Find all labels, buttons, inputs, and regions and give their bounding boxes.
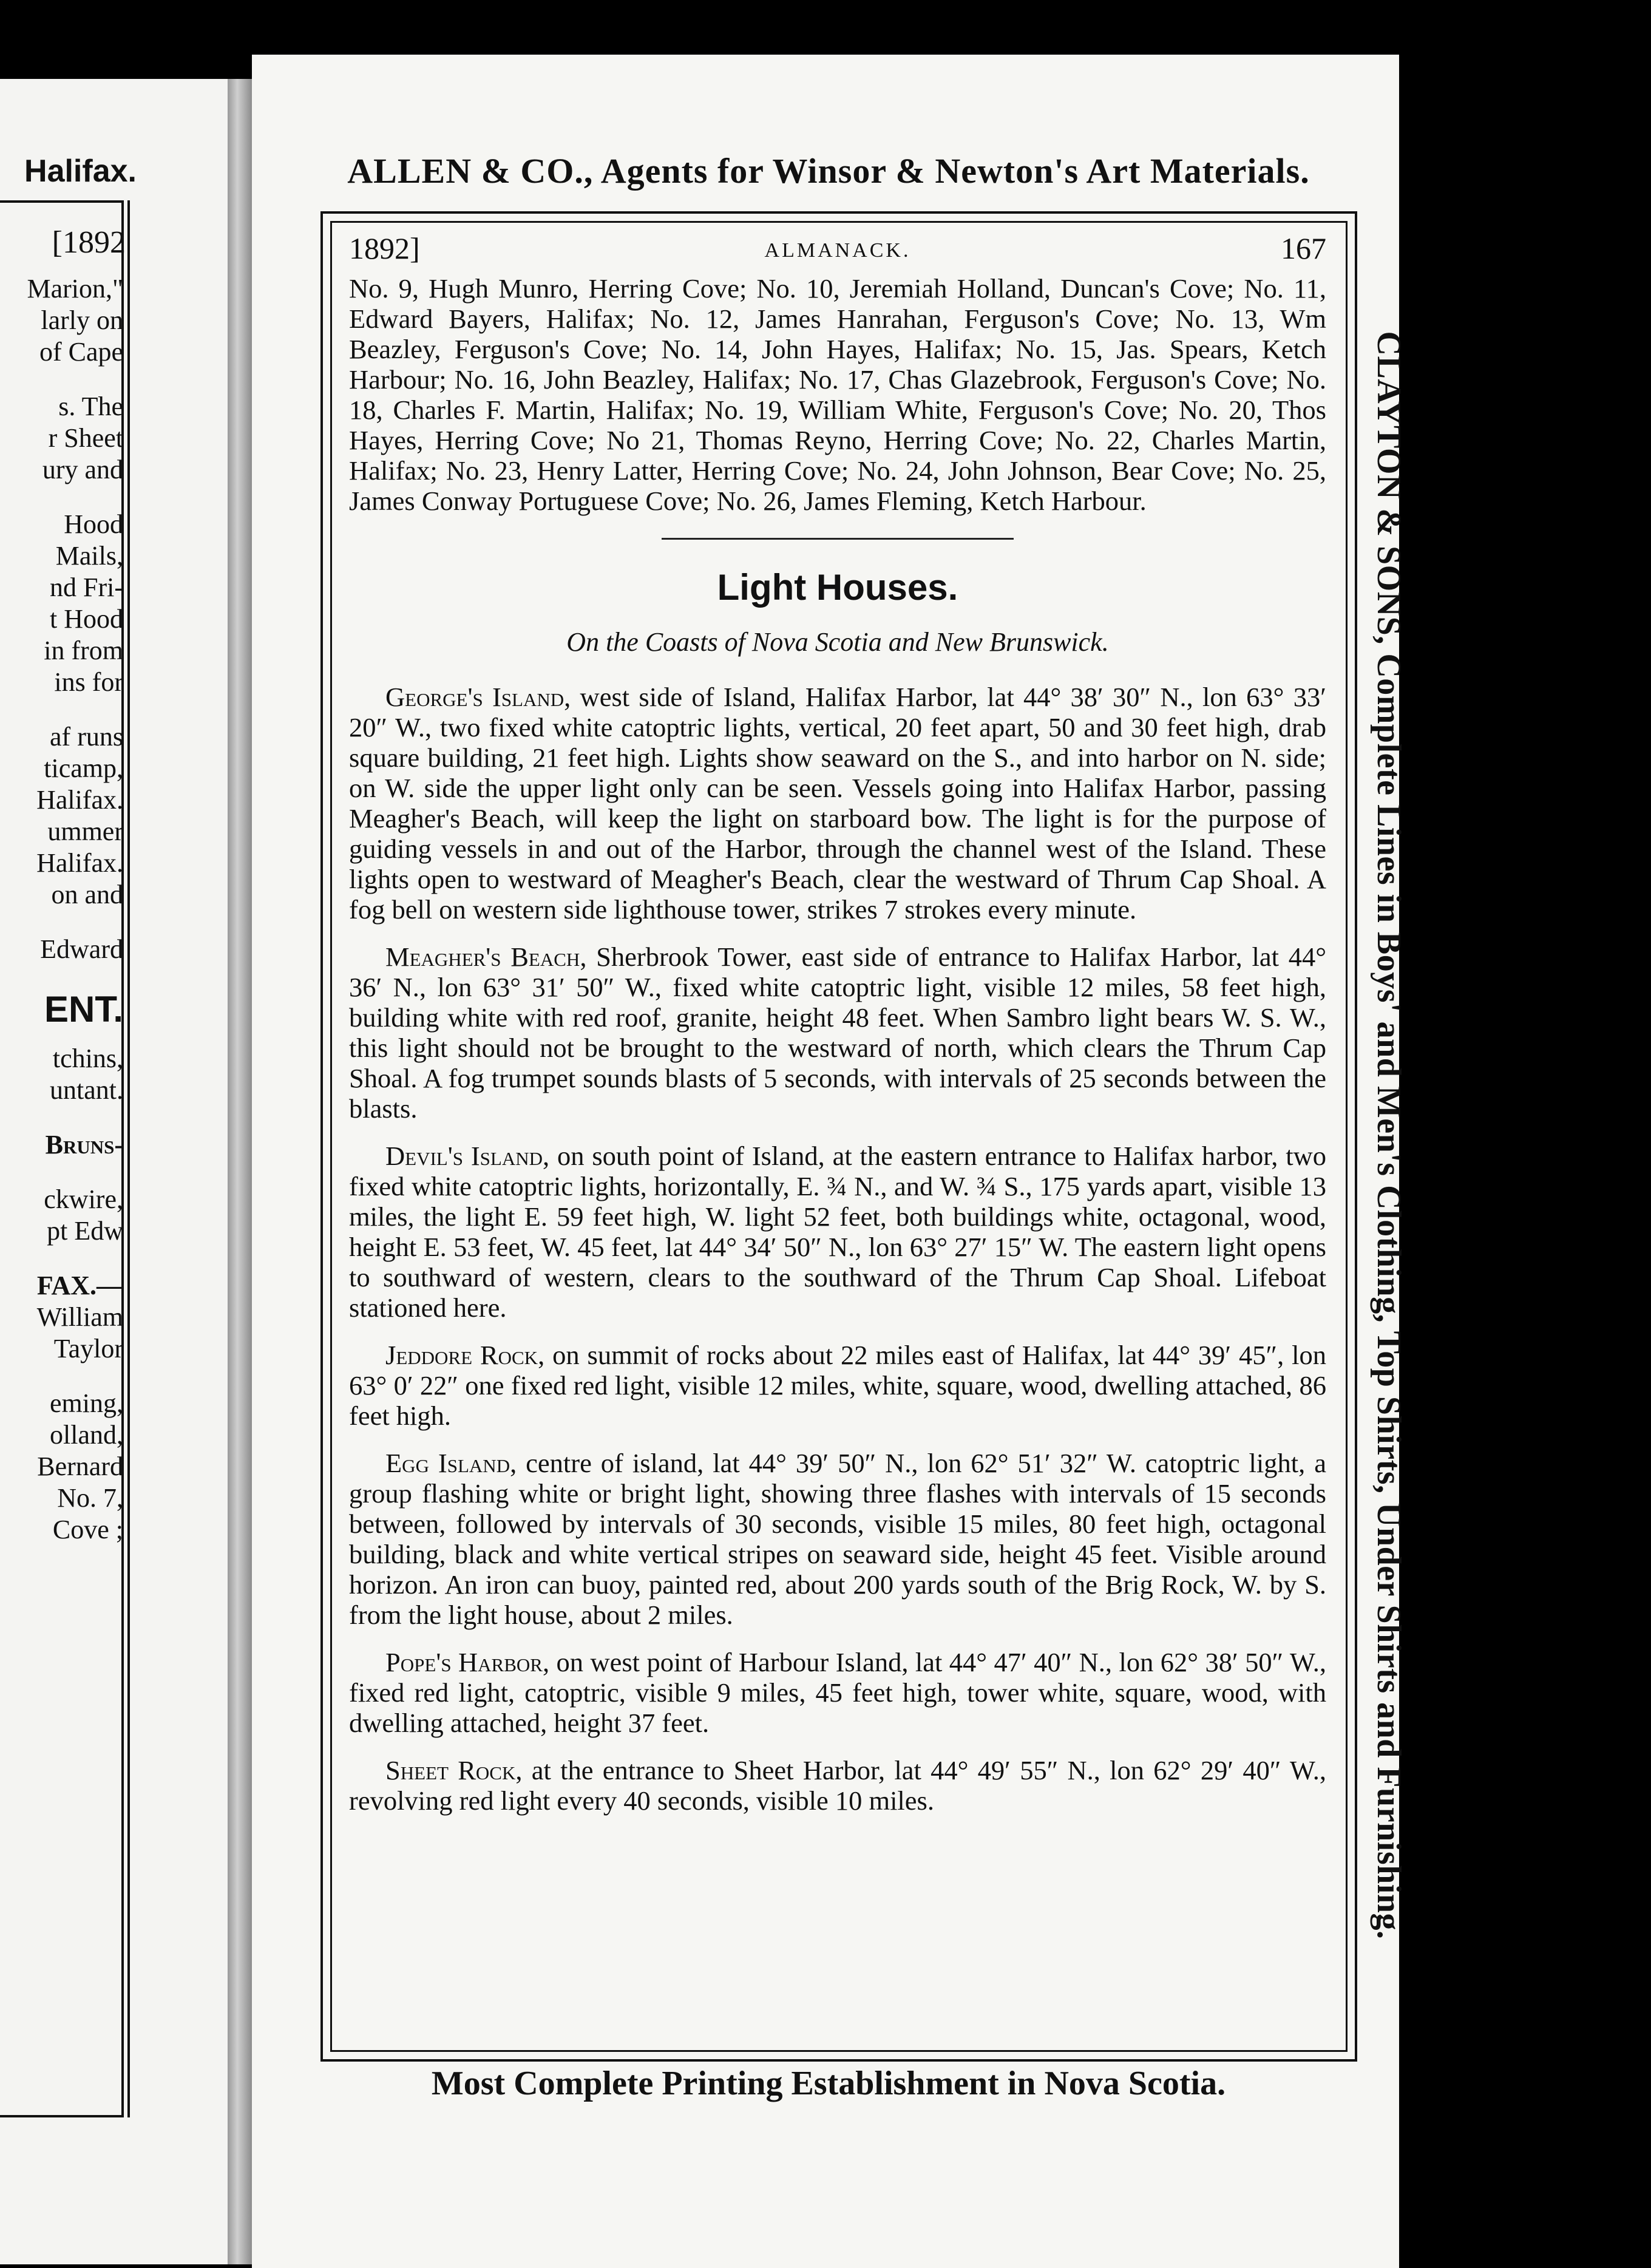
entry-spacer	[349, 1431, 1326, 1448]
running-head	[349, 231, 1326, 273]
lighthouse-description: , on south point of Island, at the eastern entrance to Halifax harbor, two fixed white catoptric lights, horizontally, E. ¾ N., and W. ¾ S., 175 yards apart, visible 13 miles, the light E. 59 feet high, W. light 52 feet, both buildings white, octagonal, wood, height E. 53 feet, W. 45 feet, lat 44° 34′ 50″ N., lon 63° 27′ 15″ W. The eastern light opens to southward of western, clears to the southward of the Thrum Cap Shoal. Lifeboat stationed here.	[349, 1141, 1326, 1323]
left-page-line: Bernard	[37, 1451, 123, 1481]
lighthouse-description: , on west point of Harbour Island, lat 44° 47′ 40″ N., lon 62° 38′ 50″ W., fixed red light, catoptric, visible 9 miles, 45 feet high, tower white, square, wood, with dwelling attached, height 37 feet.	[349, 1647, 1326, 1738]
left-page-line: ummer	[47, 817, 123, 846]
lighthouse-description: , Sherbrook Tower, east side of entrance to Halifax Harbor, lat 44° 36′ N., lon 63° 31′ 50″ W., fixed white catoptric light, visible 12 miles, 58 feet high, building white with red roof, granite, height 48 feet. When Sambro light bears W. S. W., this light should not be brought to the westward of north, which clears the Thrum Cap Shoal. A fog trumpet sounds blasts of 5 seconds, with intervals of 25 seconds between the blasts.	[349, 942, 1326, 1124]
section-title: Light Houses.	[717, 567, 958, 608]
left-page-heading: Halifax.	[24, 154, 137, 189]
page-content	[349, 231, 1326, 1816]
left-page-line: on and	[51, 880, 123, 909]
left-page-line: ins for	[54, 667, 123, 697]
left-page-line: af runs	[50, 722, 123, 752]
lighthouse-entries	[349, 682, 1326, 1816]
lighthouse-name: Pope's Harbor	[385, 1647, 543, 1677]
left-page-line: nd Fri-	[50, 572, 123, 602]
side-advert-banner	[1368, 237, 1410, 2034]
lighthouse-description: , centre of island, lat 44° 39′ 50″ N., lon 62° 51′ 32″ W. catoptric light, a group flashing white or bright light, showing three flashes with intervals of 15 seconds between, followed by intervals of 30 seconds, visible 15 miles, 80 feet high, octagonal building, black and white vertical stripes on seaward side, height 45 feet. Visible around horizon. An iron can buoy, painted red, about 200 yards south of the Brig Rock, W. by S. from the light house, about 2 miles.	[349, 1448, 1326, 1630]
left-page-line: tchins,	[52, 1044, 123, 1073]
left-page-line: Bruns-	[45, 1130, 123, 1159]
left-page-line: s. The	[58, 392, 123, 421]
lighthouse-entry	[349, 1340, 1326, 1431]
left-page-line: olland,	[50, 1420, 123, 1450]
left-page-line: ENT.	[44, 989, 123, 1030]
lighthouse-name: Jeddore Rock	[385, 1340, 538, 1370]
entry-spacer	[349, 1738, 1326, 1755]
left-page-line: William	[36, 1302, 123, 1332]
entry-spacer	[349, 1124, 1326, 1141]
left-page-line: of Cape	[39, 337, 123, 367]
left-page-line: in from	[44, 636, 123, 665]
left-page-year: [1892	[52, 225, 126, 260]
bottom-advert-banner: Most Complete Printing Establishment in Nova Scotia.	[431, 2065, 1226, 2102]
left-page-line: Cove ;	[52, 1515, 123, 1544]
lighthouse-entry	[349, 1755, 1326, 1816]
left-page-line: ckwire,	[44, 1184, 123, 1214]
left-page-line: larly on	[41, 305, 123, 335]
running-head-year: 1892]	[349, 231, 420, 265]
almanack-page	[252, 55, 1408, 2268]
left-page-line: Marion,"	[27, 274, 123, 304]
lighthouse-entry	[349, 1647, 1326, 1738]
lighthouse-name: George's Island	[385, 682, 564, 712]
page-number: 167	[1281, 231, 1326, 265]
left-page-line: Halifax.	[36, 848, 123, 878]
lighthouse-name: Sheet Rock	[385, 1755, 516, 1785]
lighthouse-description: , on summit of rocks about 22 miles east of Halifax, lat 44° 39′ 45″, lon 63° 0′ 22″ one fixed red light, visible 12 miles, white, square, wood, dwelling attached, 86 feet high.	[349, 1340, 1326, 1431]
entry-spacer	[349, 1323, 1326, 1340]
lighthouse-description: , at the entrance to Sheet Harbor, lat 44° 49′ 55″ N., lon 62° 29′ 40″ W., revolving red light every 40 seconds, visible 10 miles.	[349, 1755, 1327, 1816]
entry-spacer	[349, 1630, 1326, 1647]
lighthouse-name: Meagher's Beach	[385, 942, 580, 972]
lighthouse-name: Egg Island	[385, 1448, 510, 1478]
top-advert-banner: ALLEN & CO., Agents for Winsor & Newton's Art Materials.	[347, 151, 1310, 191]
left-page-line: Taylor	[53, 1334, 123, 1363]
entry-spacer	[349, 925, 1326, 942]
left-page-line: t Hood	[50, 604, 123, 634]
left-page-line: Edward	[40, 934, 123, 964]
lighthouse-entry	[349, 682, 1326, 925]
left-page-line: pt Edw	[47, 1216, 123, 1246]
left-page-line: eming,	[50, 1388, 123, 1418]
left-page-line: Hood	[64, 509, 123, 539]
running-head-title: ALMANACK.	[764, 239, 911, 262]
lighthouse-entry	[349, 1141, 1326, 1323]
left-page-line: Halifax.	[36, 785, 123, 815]
section-divider	[662, 538, 1014, 540]
left-page-line: No. 7,	[57, 1483, 123, 1513]
boat-crew-list: No. 9, Hugh Munro, Herring Cove; No. 10, Jeremiah Holland, Duncan's Cove; No. 11, Edward Bayers, Halifax; No. 12, James Hanrahan, Ferguson's Cove; No. 13, Wm Beazley, Ferguson's Cove; No. 14, John Hayes, Halifax; No. 15, Jas. Spears, Ketch Harbour; No. 16, John Beazley, Halifax; No. 17, Chas Glazebrook, Ferguson's Cove; No. 18, Charles F. Martin, Halifax; No. 19, William White, Ferguson's Cove; No. 20, Thos Hayes, Herring Cove; No 21, Thomas Reyno, Herring Cove; No. 22, Charles Martin, Halifax; No. 23, Henry Latter, Herring Cove; No. 24, John Johnson, Bear Cove; No. 25, James Conway Portuguese Cove; No. 26, James Fleming, Ketch Harbour.	[349, 273, 1326, 516]
lighthouse-description: , west side of Island, Halifax Harbor, lat 44° 38′ 30″ N., lon 63° 33′ 20″ W., two fixed white catoptric lights, vertical, 20 feet apart, 50 and 30 feet high, drab square building, 21 feet high. Lights show seaward on the S., and into harbor on N. side; on W. side the upper light only can be seen. Vessels going into Halifax Harbor, passing Meagher's Beach, will keep the light on starboard bow. The light is for the purpose of guiding vessels in and out of the Harbor, through the channel west of the Island. These lights open to westward of Meagher's Beach, clear the westward of Thrum Cap Shoal. A fog bell on western side lighthouse tower, strikes 7 strokes every minute.	[349, 682, 1326, 925]
lighthouse-name: Devil's Island	[385, 1141, 543, 1171]
section-subtitle: On the Coasts of Nova Scotia and New Brunswick.	[566, 627, 1109, 657]
left-page-line: Mails,	[55, 541, 123, 571]
left-page-line: r Sheet	[48, 423, 123, 453]
book-gutter	[228, 79, 252, 2264]
left-page-line: untant.	[50, 1075, 123, 1105]
lighthouse-entry	[349, 1448, 1326, 1630]
side-advert-text: CLAYTON & SONS, Complete Lines in Boys' and Men's Clothing, Top Shirts, Under Shirts and Furnishing.	[1370, 331, 1408, 1940]
left-page-line: ury and	[42, 455, 123, 484]
left-page-line: FAX.—	[36, 1271, 123, 1300]
left-page-line: ticamp,	[44, 753, 123, 783]
lighthouse-entry	[349, 942, 1326, 1124]
left-page-fragment	[0, 79, 228, 2264]
